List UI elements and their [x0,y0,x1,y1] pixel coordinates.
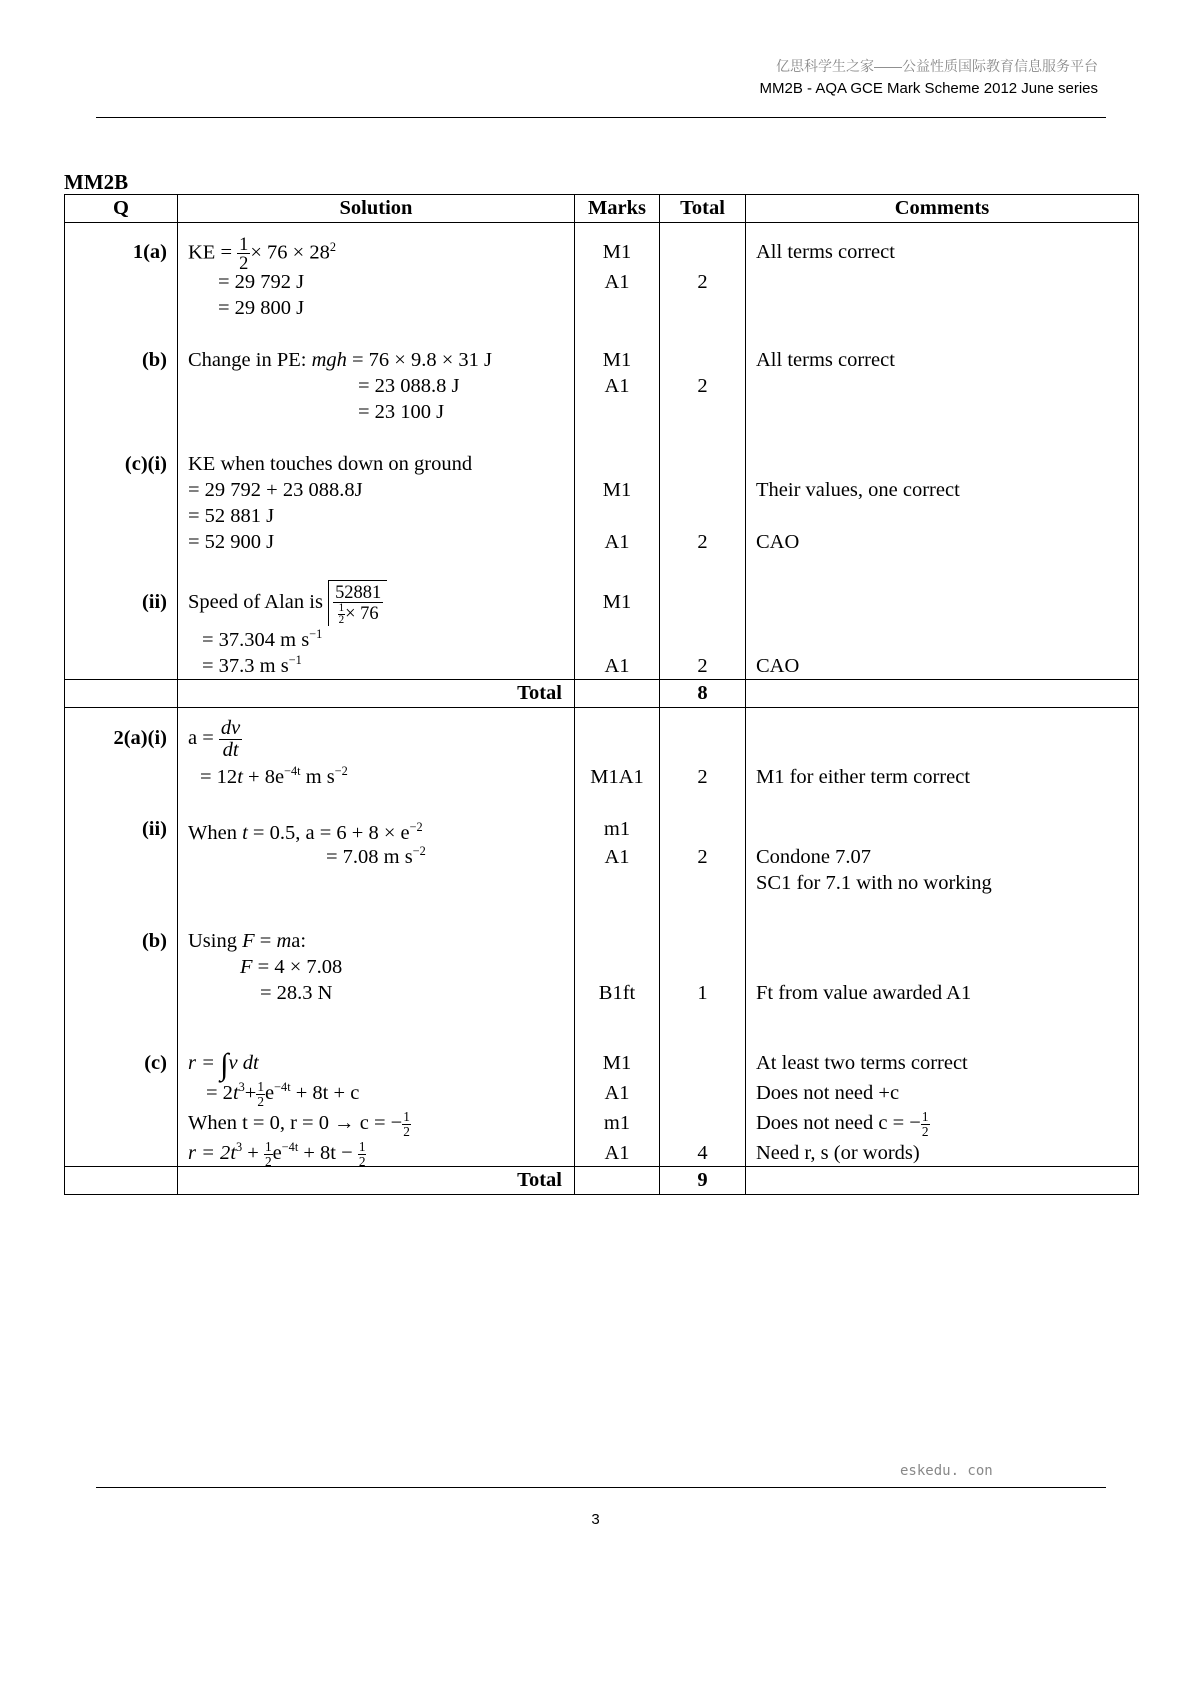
marks-cell [575,223,660,680]
part-total: 4 [697,1142,708,1164]
mark: A1 [604,375,630,397]
comment: Need r, s (or words) [756,1142,920,1164]
solution-line: = 52 881 J [188,505,275,527]
solution-line: a = $\frac{dv}{dt}$ [188,717,241,761]
mark: A1 [604,655,630,677]
solution-line: = 29 792 J [218,271,305,293]
paper-code: MM2B [64,170,129,194]
question-1-total-row [65,680,1139,708]
part-total: 2 [697,846,708,868]
solution-line: When t = 0.5, $a = 6 + 8 \times e^{-2}$ [188,820,423,844]
comment: All terms correct [756,241,895,263]
header-rule [96,117,1106,118]
table-header-row [65,195,1139,223]
q-label: 2(a)(i) [113,727,167,749]
part-total: 2 [697,375,708,397]
part-total: 2 [697,655,708,677]
q-label: (ii) [141,591,167,613]
solution-cell [178,708,575,1167]
solution-line: $r = 2t^3$ + $\frac{1}{2}$ $e^{-4t} + 8t$ − $\frac{1}{2}$ [188,1139,366,1169]
mark: A1 [604,1142,630,1164]
page-number: 3 [591,1511,600,1528]
solution-line: = 7.08 m $s^{-2}$ [326,844,426,868]
part-total: 2 [697,766,708,788]
solution-line: When t = 0, r = 0 → c = − $\frac{1}{2}$ [188,1109,410,1139]
mark: A1 [604,271,630,293]
question-labels [65,223,178,680]
mark: M1A1 [590,766,644,788]
square-root: 52881 $\frac{1}{2}$ × 76 [328,578,387,628]
comment: Does not need c = − $\frac{1}{2}$ [756,1109,929,1139]
comment: Their values, one correct [756,479,960,501]
comment: All terms correct [756,349,895,371]
solution-cell [178,223,575,680]
question-2-total-row [65,1167,1139,1195]
solution-line: = $12t + 8e^{-4t}$ m $s^{-2}$ [200,764,348,788]
comments-cell [746,223,1139,680]
solution-line: Change in PE: mgh = 76 × 9.8 × 31 J [188,349,493,371]
mark: m1 [603,818,631,840]
comment: Condone 7.07 [756,846,872,868]
question-total: 9 [660,1167,746,1195]
mark: M1 [602,479,632,501]
header-q: Q [65,195,178,223]
comment: Does not need +c [756,1082,900,1104]
solution-line: Speed of Alan is 52881 $\frac{1}{2}$ × 76 [188,577,574,627]
part-total: 2 [697,531,708,553]
comment: CAO [756,531,800,553]
solution-line: r = ∫v dt [188,1047,259,1082]
header-marks: Marks [575,195,660,223]
solution-line: = 29 800 J [218,297,305,319]
solution-line: Using F = ma: [188,930,307,952]
question-1-block [65,223,1139,680]
part-total: 1 [697,982,708,1004]
marks-cell [575,708,660,1167]
mark: A1 [604,531,630,553]
solution-line: = 37.3 m $s^{-1}$ [202,653,302,677]
comment: M1 for either term correct [756,766,971,788]
total-cell [660,708,746,1167]
solution-line: = $2t^3+$ $\frac{1}{2}$ $e^{-4t} + 8t + c$ [206,1079,360,1109]
q-label: (ii) [141,818,167,840]
question-labels [65,708,178,1167]
mark: m1 [603,1112,631,1134]
mark: A1 [604,846,630,868]
solution-line: = 23 100 J [358,401,445,423]
solution-line: F = 4 × 7.08 [240,956,343,978]
mark: B1ft [598,982,636,1004]
part-total: 2 [697,271,708,293]
footer-rule [96,1487,1106,1488]
comment: CAO [756,655,800,677]
document-title: MM2B - AQA GCE Mark Scheme 2012 June series [759,80,1098,97]
site-banner: 亿思科学生之家——公益性质国际教育信息服务平台 [776,58,1098,74]
question-total: 8 [660,680,746,708]
comment: SC1 for 7.1 with no working [756,872,992,894]
comment: At least two terms correct [756,1052,968,1074]
comments-cell [746,708,1139,1167]
mark: M1 [602,349,632,371]
solution-line: = 29 792 + 23 088.8J [188,479,363,501]
q-label: (c)(i) [124,453,167,475]
total-cell [660,223,746,680]
solution-line: KE when touches down on ground [188,453,473,475]
mark: A1 [604,1082,630,1104]
watermark: eskedu. con [900,1463,993,1479]
solution-line: = 37.304 m $s^{-1}$ [202,627,323,651]
total-label: Total [178,680,575,708]
mark: M1 [602,1052,632,1074]
header-comments: Comments [746,195,1139,223]
q-label: (c) [144,1052,167,1074]
mark: M1 [602,241,632,263]
q-label: (b) [141,349,167,371]
solution-line: = 28.3 N [260,982,333,1004]
mark: M1 [602,591,632,613]
q-label: 1(a) [132,241,167,263]
total-label: Total [178,1167,575,1195]
comment: Ft from value awarded A1 [756,982,972,1004]
solution-line: KE = $\frac{1}{2}$ × $76 \times 28^2$ [188,234,337,274]
q-label: (b) [141,930,167,952]
header-solution: Solution [178,195,575,223]
solution-line: = 23 088.8 J [358,375,460,397]
solution-line: = 52 900 J [188,531,275,553]
header-total: Total [660,195,746,223]
question-2-block [65,708,1139,1167]
mark-scheme-table [64,194,1139,1195]
